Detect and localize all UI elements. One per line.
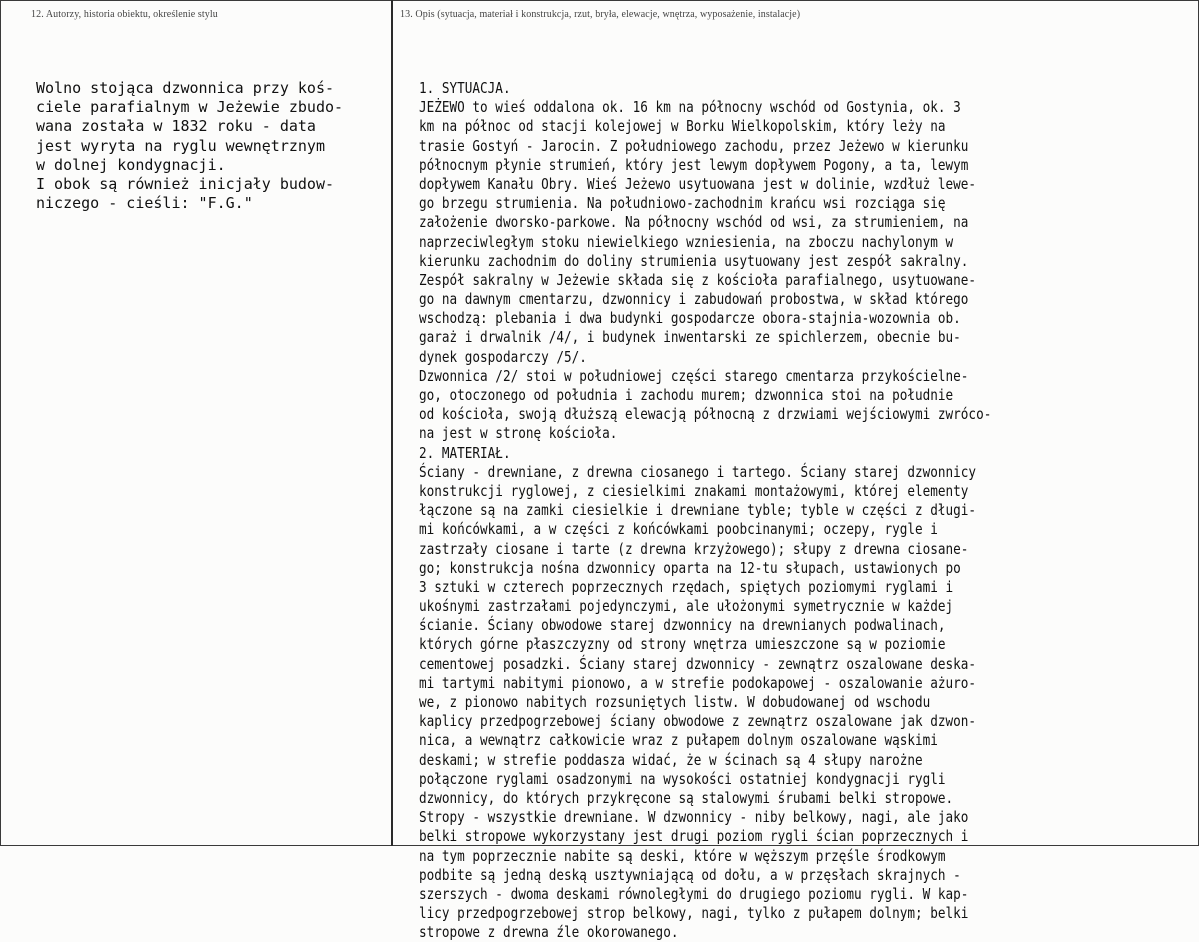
left-section-header: 12. Autorzy, historia obiektu, określenie stylu	[31, 9, 218, 20]
text-line: 3 sztuki w czterech poprzecznych rzędach, spiętych poziomymi ryglami i	[419, 577, 954, 596]
text-line: połączone ryglami osadzonymi na wysokości ostatniej kondygnacji rygli	[419, 769, 946, 788]
history-text-column	[36, 79, 343, 213]
text-line: Zespół sakralny w Jeżewie składa się z kościoła parafialnego, usytuowane-	[419, 270, 977, 289]
text-line: deskami; w strefie poddasza widać, że w ścinach są 4 słupy narożne	[419, 750, 923, 769]
text-line: na jest w stronę kościoła.	[419, 424, 618, 443]
text-line: go na dawnym cmentarzu, dzwonnicy i zabudowań probostwa, w skład którego	[419, 290, 969, 309]
text-line: go brzegu strumienia. Na południowo-zachodnim krańcu wsi rozciąga się	[419, 194, 946, 213]
text-line: dzwonnicy, do których przykręcone są stalowymi śrubami belki stropowe.	[419, 788, 954, 807]
text-line: we, z pionowo nabitych rozsuniętych listw. W dobudowanej od wschodu	[419, 693, 931, 711]
text-line: I obok są również inicjały budow-	[36, 174, 335, 193]
text-line: JEŻEWO to wieś oddalona ok. 16 km na północny wschód od Gostynia, ok. 3	[419, 98, 961, 117]
text-line: naprzeciwległym stoku niewielkiego wzniesienia, na zboczu nachylonym w	[419, 232, 954, 251]
text-line: cementowej posadzki. Ściany starej dzwonnicy - zewnątrz oszalowane deska-	[419, 654, 977, 673]
text-line: jest wyryta na ryglu wewnętrznym	[36, 136, 325, 155]
text-line: Wolno stojąca dzwonnica przy koś-	[36, 79, 335, 97]
text-line: ukośnymi zastrzałami pojedynczymi, ale ułożonymi symetrycznie w każdej	[419, 597, 954, 616]
text-line: nica, a wewnątrz całkowicie wraz z pułapem dolnym oszalowane wąskimi	[419, 731, 938, 750]
text-line: mi końcówkami, a w części z końcówkami poobcinanymi; oczepy, rygle i	[419, 520, 938, 539]
text-line: 1. SYTUACJA.	[419, 79, 511, 97]
text-line: 2. MATERIAŁ.	[419, 443, 511, 462]
text-line: kierunku zachodnim do doliny strumienia usytuowany jest zespół sakralny.	[419, 251, 969, 270]
text-line: kaplicy przedpogrzebowej ściany obwodowe z zewnątrz oszalowane jak dzwon-	[419, 712, 977, 731]
text-line: mi tartymi nabitymi pionowo, a w strefie podokapowej - oszalowanie ażuro-	[419, 673, 977, 692]
text-line: belki stropowe wykorzystany jest drugi poziom rygli ścian poprzecznych i	[419, 827, 969, 846]
text-line: łączone są na zamki ciesielkie i drewniane tyble; tyble w części z długi-	[419, 501, 977, 520]
text-line: konstrukcji ryglowej, z ciesielkimi znakami montażowymi, której elementy	[419, 481, 969, 500]
column-divider	[391, 0, 393, 846]
text-line: północnym płynie strumień, który jest lewym dopływem Pogony, a ta, lewym	[419, 155, 969, 174]
text-line: od kościoła, swoją dłuższą elewacją północną z drzwiami wejściowymi zwróco-	[419, 405, 992, 424]
text-line: ciele parafialnym w Jeżewie zbudo-	[36, 98, 344, 117]
text-line: dynek gospodarczy /5/.	[419, 347, 587, 366]
text-line: założenie dworsko-parkowe. Na północny wschód od wsi, za strumieniem, na	[419, 213, 969, 232]
text-line: go; konstrukcja nośna dzwonnicy oparta na 12-tu słupach, ustawionych po	[419, 558, 961, 577]
text-line: których górne płaszczyzny od strony wnętrza umieszczone są w poziomie	[419, 635, 946, 654]
text-line: na tym poprzecznie nabite są deski, które w węższym przęśle środkowym	[419, 846, 946, 865]
text-line: Dzwonnica /2/ stoi w południowej części starego cmentarza przykościelne-	[419, 366, 969, 385]
text-line: podbite są jedną deską usztywniającą od dołu, a w przęsłach skrajnych -	[419, 865, 961, 884]
text-line: szerszych - dwoma deskami równoległymi do drugiego poziomu rygli. W kap-	[419, 884, 969, 903]
text-line: wschodzą: plebania i dwa budynki gospodarcze obora-stajnia-wozownia ob.	[419, 309, 961, 328]
right-section-header: 13. Opis (sytuacja, materiał i konstrukcja, rzut, bryła, elewacje, wnętrza, wyposażenie, instalacje)	[400, 9, 801, 20]
text-line: wana została w 1832 roku - data	[36, 117, 316, 136]
text-line: km na północ od stacji kolejowej w Borku Wielkopolskim, który leży na	[419, 117, 946, 136]
text-line: zastrzały ciosane i tarte (z drewna krzyżowego); słupy z drewna ciosane-	[419, 539, 969, 558]
text-line: trasie Gostyń - Jarocin. Z południowego zachodu, przez Jeżewo w kierunku	[419, 136, 969, 155]
text-line: Stropy - wszystkie drewniane. W dzwonnicy - niby belkowy, nagi, ale jako	[419, 808, 969, 827]
text-line: niczego - cieśli: "F.G."	[36, 194, 253, 213]
description-text-column	[419, 79, 991, 942]
text-line: dopływem Kanału Obry. Wieś Jeżewo usytuowana jest w dolinie, wzdłuż lewe-	[419, 174, 977, 193]
text-line: garaż i drwalnik /4/, i budynek inwentarski ze spichlerzem, obecnie bu-	[419, 328, 961, 347]
text-line: licy przedpogrzebowej strop belkowy, nagi, tylko z pułapem dolnym; belki	[419, 904, 969, 923]
text-line: ścianie. Ściany obwodowe starej dzwonnicy na drewnianych podwalinach,	[419, 616, 946, 635]
text-line: Ściany - drewniane, z drewna ciosanego i tartego. Ściany starej dzwonnicy	[419, 462, 977, 481]
text-line: w dolnej kondygnacji.	[36, 155, 226, 174]
text-line: go, otoczonego od południa i zachodu murem; dzwonnica stoi na południe	[419, 386, 954, 404]
text-line: stropowe z drewna źle okorowanego.	[419, 923, 679, 942]
